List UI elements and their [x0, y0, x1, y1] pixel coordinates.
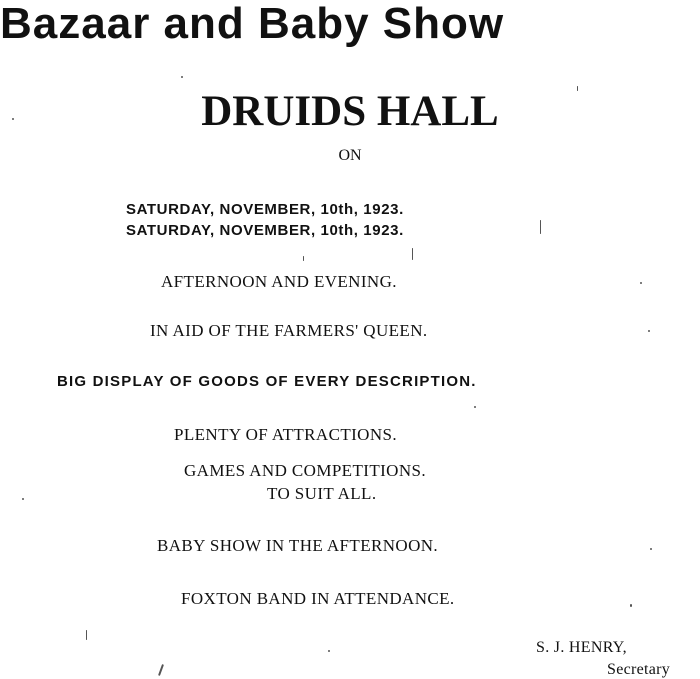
- games-text: GAMES AND COMPETITIONS.: [184, 461, 427, 480]
- time-text: AFTERNOON AND EVENING.: [161, 272, 397, 291]
- band-text: FOXTON BAND IN ATTENDANCE.: [181, 589, 455, 608]
- print-speck: [540, 220, 541, 234]
- suit-text: TO SUIT ALL.: [267, 484, 377, 503]
- date-line-2: SATURDAY, NOVEMBER, 10th, 1923.: [126, 222, 404, 239]
- headline: Bazaar and Baby Show: [0, 0, 505, 48]
- venue-title: DRUIDS HALL: [201, 88, 499, 135]
- signature-title: Secretary: [607, 661, 671, 678]
- print-speck: [630, 604, 632, 607]
- display-text: BIG DISPLAY OF GOODS OF EVERY DESCRIPTION.: [57, 373, 477, 390]
- date-line-1: SATURDAY, NOVEMBER, 10th, 1923.: [126, 201, 404, 218]
- print-speck: [328, 650, 330, 652]
- print-speck: [181, 76, 183, 78]
- signature-name: S. J. HENRY,: [536, 639, 627, 656]
- print-speck: [474, 406, 476, 408]
- print-speck: [650, 548, 652, 550]
- print-speck: [303, 256, 304, 261]
- baby-show-text: BABY SHOW IN THE AFTERNOON.: [157, 536, 439, 555]
- print-speck: [577, 86, 578, 91]
- cause-text: IN AID OF THE FARMERS' QUEEN.: [150, 321, 428, 340]
- print-speck: [158, 664, 164, 676]
- on-text: ON: [338, 147, 362, 164]
- print-speck: [86, 630, 87, 640]
- print-speck: [412, 248, 413, 260]
- print-speck: [22, 498, 24, 500]
- print-speck: [648, 330, 650, 332]
- print-speck: [12, 118, 14, 120]
- attractions-text: PLENTY OF ATTRACTIONS.: [174, 425, 398, 444]
- print-speck: [640, 282, 642, 284]
